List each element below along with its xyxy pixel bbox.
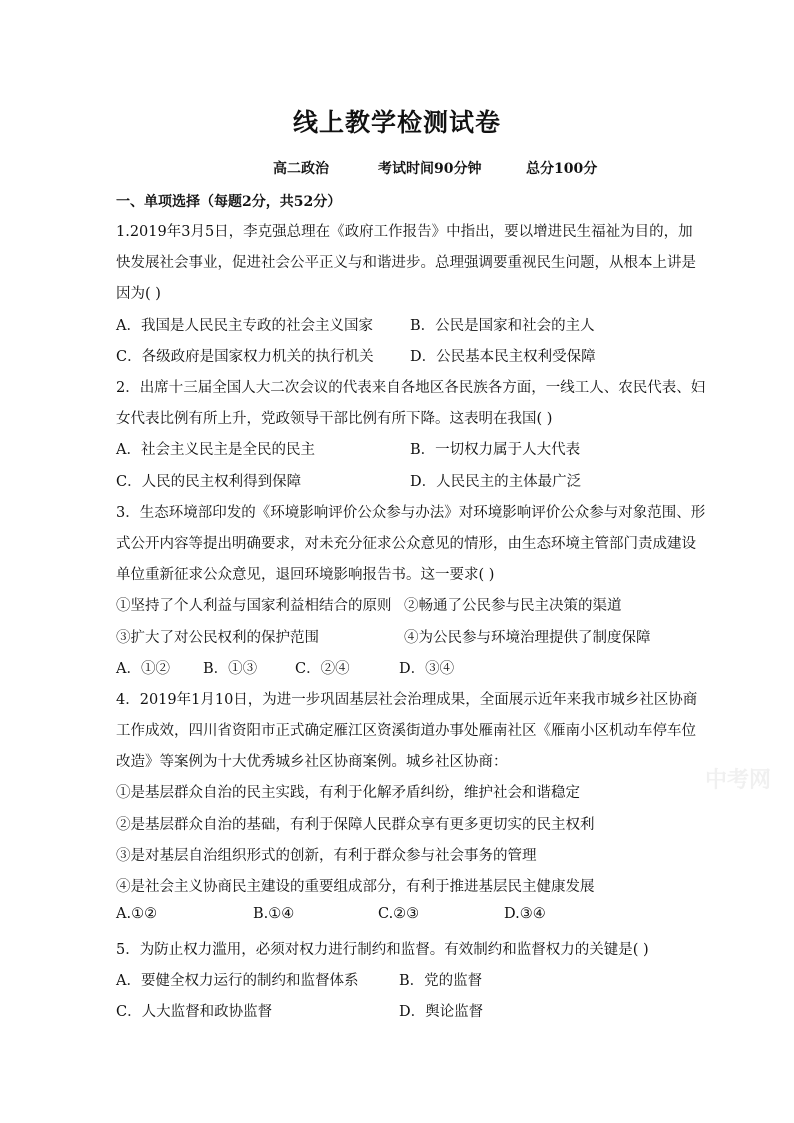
question-4-item-1: ①是基层群众自治的民主实践，有利于化解矛盾纠纷，维护社会和谐稳定 [116, 785, 580, 801]
question-1-stem-line-1: 1.2019年3月5日，李克强总理在《政府工作报告》中指出，要以增进民生福祉为目的，加 [116, 224, 693, 240]
question-4-item-2: ②是基层群众自治的基础，有利于保障人民群众享有更多更切实的民主权利 [116, 817, 595, 833]
question-5-option-d: D．舆论监督 [399, 1004, 484, 1020]
subject-label: 高二政治 [273, 161, 329, 177]
question-2-stem-line-1: 2．出席十三届全国人大二次会议的代表来自各地区各民族各方面，一线工人、农民代表、妇 [116, 380, 706, 396]
question-3-item-4: ④为公民参与环境治理提供了制度保障 [404, 630, 651, 646]
question-2-option-c: C．人民的民主权利得到保障 [116, 474, 302, 490]
question-3-option-d: D．③④ [399, 661, 455, 677]
question-1-option-d: D．公民基本民主权利受保障 [410, 349, 596, 365]
question-3-stem-line-3: 单位重新征求公众意见，退回环境影响报告书。这一要求( ) [116, 567, 495, 583]
question-4-stem-line-1: 4．2019年1月10日，为进一步巩固基层社会治理成果，全面展示近年来我市城乡社区协商 [116, 692, 698, 708]
question-2-stem-line-2: 女代表比例有所上升，党政领导干部比例有所下降。这表明在我国( ) [116, 411, 553, 427]
question-4-option-b: B.①④ [253, 906, 295, 922]
question-2-option-d: D．人民民主的主体最广泛 [410, 474, 582, 490]
question-5-option-a: A．要健全权力运行的制约和监督体系 [116, 973, 359, 989]
question-4-stem-line-2: 工作成效，四川省资阳市正式确定雁江区资溪街道办事处雁南社区《雁南小区机动车停车位 [116, 723, 696, 739]
question-3-item-3: ③扩大了对公民权利的保护范围 [116, 630, 319, 646]
question-3-item-2: ②畅通了公民参与民主决策的渠道 [404, 598, 622, 614]
question-3-option-a: A．①② [116, 661, 170, 677]
page-title: 线上教学检测试卷 [292, 108, 501, 137]
question-1-stem-line-3: 因为( ) [116, 286, 161, 302]
watermark: 中考网 [705, 768, 772, 793]
question-5-stem: 5．为防止权力滥用，必须对权力进行制约和监督。有效制约和监督权力的关键是( ) [116, 942, 649, 958]
question-2-option-b: B．一切权力属于人大代表 [410, 442, 581, 458]
question-3-item-1: ①坚持了个人利益与国家利益相结合的原则 [116, 598, 392, 614]
question-1-option-c: C．各级政府是国家权力机关的执行机关 [116, 349, 374, 365]
question-4-option-d: D.③④ [504, 906, 546, 922]
question-1-option-b: B．公民是国家和社会的主人 [410, 318, 595, 334]
question-4-option-a: A.①② [116, 906, 158, 922]
question-4-item-3: ③是对基层自治组织形式的创新，有利于群众参与社会事务的管理 [116, 848, 537, 864]
question-3-option-b: B．①③ [203, 661, 258, 677]
exam-time-label: 考试时间90分钟 [378, 161, 482, 177]
question-3-stem-line-1: 3．生态环境部印发的《环境影响评价公众参与办法》对环境影响评价公众参与对象范围、形 [116, 505, 706, 521]
question-4-item-4: ④是社会主义协商民主建设的重要组成部分，有利于推进基层民主健康发展 [116, 879, 595, 895]
question-4-option-c: C.②③ [378, 906, 420, 922]
section-heading: 一、单项选择（每题2分，共52分） [116, 194, 342, 210]
question-2-option-a: A．社会主义民主是全民的民主 [116, 442, 315, 458]
total-score-label: 总分100分 [526, 161, 598, 177]
question-3-stem-line-2: 式公开内容等提出明确要求，对未充分征求公众意见的情形，由生态环境主管部门责成建设 [116, 536, 696, 552]
question-1-stem-line-2: 快发展社会事业，促进社会公平正义与和谐进步。总理强调要重视民生问题，从根本上讲是 [116, 255, 696, 271]
question-1-option-a: A．我国是人民民主专政的社会主义国家 [116, 318, 373, 334]
question-5-option-c: C．人大监督和政协监督 [116, 1004, 273, 1020]
question-3-option-c: C．②④ [295, 661, 350, 677]
question-5-option-b: B．党的监督 [399, 973, 483, 989]
question-4-stem-line-3: 改造》等案例为十大优秀城乡社区协商案例。城乡社区协商： [116, 754, 508, 770]
